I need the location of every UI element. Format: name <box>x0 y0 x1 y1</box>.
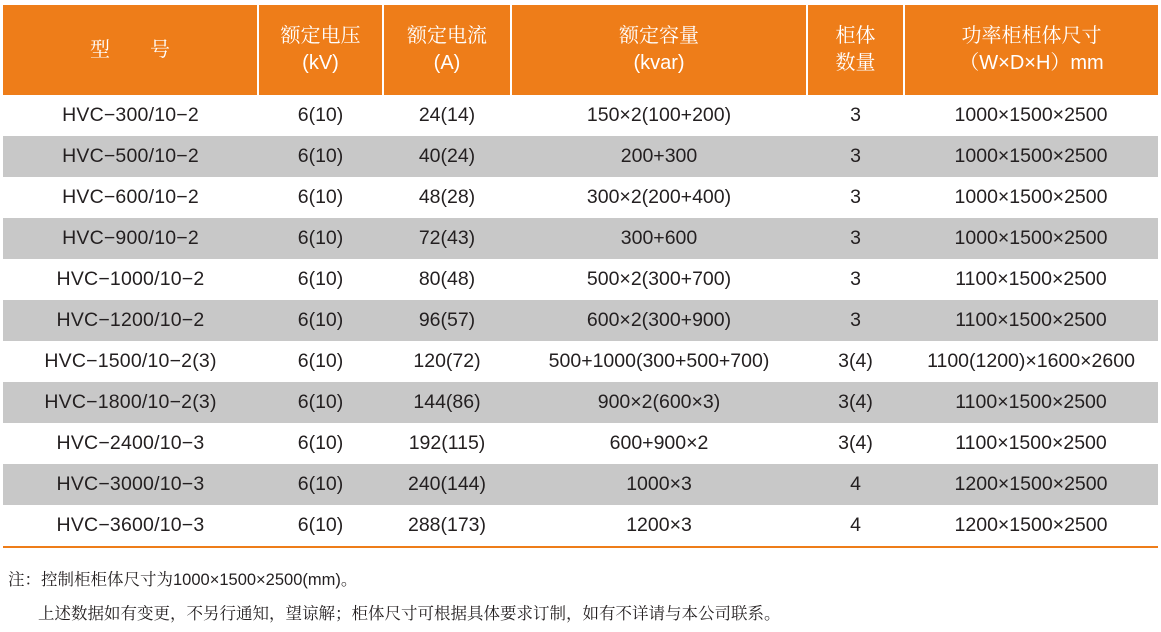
cell-cabinet-count: 4 <box>807 464 904 505</box>
column-header-cabinet-count <box>807 5 904 95</box>
cell-rated-capacity: 600+900×2 <box>511 423 807 464</box>
cell-cabinet-size: 1100(1200)×1600×2600 <box>904 341 1158 382</box>
cell-model: HVC−1000/10−2 <box>3 259 258 300</box>
cell-model: HVC−2400/10−3 <box>3 423 258 464</box>
table-row <box>3 423 1158 464</box>
cell-model: HVC−1500/10−2(3) <box>3 341 258 382</box>
column-header-cabinet-size <box>904 5 1158 95</box>
cell-rated-voltage: 6(10) <box>258 382 383 423</box>
cell-rated-current: 24(14) <box>383 95 511 136</box>
cell-rated-current: 144(86) <box>383 382 511 423</box>
table-row <box>3 218 1158 259</box>
cell-model: HVC−1200/10−2 <box>3 300 258 341</box>
table-row <box>3 95 1158 136</box>
specification-table <box>3 5 1158 548</box>
table-header-row <box>3 5 1158 95</box>
cell-rated-current: 288(173) <box>383 505 511 547</box>
cell-cabinet-count: 3(4) <box>807 382 904 423</box>
column-header-cabinet-count-line1: 柜体 <box>835 25 876 47</box>
cell-rated-current: 72(43) <box>383 218 511 259</box>
cell-cabinet-count: 3 <box>807 177 904 218</box>
cell-rated-capacity: 200+300 <box>511 136 807 177</box>
table-row <box>3 382 1158 423</box>
cell-rated-voltage: 6(10) <box>258 423 383 464</box>
cell-cabinet-size: 1100×1500×2500 <box>904 300 1158 341</box>
cell-cabinet-size: 1100×1500×2500 <box>904 423 1158 464</box>
cell-rated-capacity: 150×2(100+200) <box>511 95 807 136</box>
cell-model: HVC−600/10−2 <box>3 177 258 218</box>
table-row <box>3 505 1158 547</box>
cell-cabinet-count: 3(4) <box>807 341 904 382</box>
column-header-model-line1: 型 号 <box>90 38 180 61</box>
cell-model: HVC−900/10−2 <box>3 218 258 259</box>
cell-rated-voltage: 6(10) <box>258 218 383 259</box>
column-header-rated-capacity <box>511 5 807 95</box>
cell-cabinet-size: 1000×1500×2500 <box>904 136 1158 177</box>
table-header <box>3 5 1158 95</box>
table-row <box>3 136 1158 177</box>
column-header-model <box>3 5 258 95</box>
table-row <box>3 341 1158 382</box>
cell-rated-voltage: 6(10) <box>258 505 383 547</box>
column-header-rated-voltage-line2: (kV) <box>302 52 339 74</box>
column-header-rated-current-line2: (A) <box>433 52 461 74</box>
cell-rated-capacity: 900×2(600×3) <box>511 382 807 423</box>
cell-cabinet-size: 1000×1500×2500 <box>904 218 1158 259</box>
cell-cabinet-size: 1000×1500×2500 <box>904 95 1158 136</box>
cell-cabinet-count: 3 <box>807 218 904 259</box>
cell-cabinet-count: 3 <box>807 136 904 177</box>
cell-rated-voltage: 6(10) <box>258 136 383 177</box>
column-header-rated-capacity-line1: 额定容量 <box>619 25 699 47</box>
cell-cabinet-size: 1200×1500×2500 <box>904 505 1158 547</box>
cell-cabinet-size: 1200×1500×2500 <box>904 464 1158 505</box>
cell-model: HVC−1800/10−2(3) <box>3 382 258 423</box>
cell-rated-voltage: 6(10) <box>258 259 383 300</box>
spec-table-page <box>0 5 1161 623</box>
cell-cabinet-size: 1100×1500×2500 <box>904 382 1158 423</box>
notes-block <box>8 564 1161 632</box>
cell-rated-capacity: 1000×3 <box>511 464 807 505</box>
column-header-rated-capacity-line2: (kvar) <box>633 52 685 74</box>
cell-rated-voltage: 6(10) <box>258 341 383 382</box>
cell-cabinet-count: 3 <box>807 95 904 136</box>
table-body <box>3 95 1158 547</box>
column-header-rated-voltage <box>258 5 383 95</box>
table-row <box>3 177 1158 218</box>
cell-rated-voltage: 6(10) <box>258 300 383 341</box>
cell-rated-current: 80(48) <box>383 259 511 300</box>
column-header-rated-current <box>383 5 511 95</box>
column-header-cabinet-size-line1: 功率柜柜体尺寸 <box>961 25 1102 47</box>
cell-model: HVC−3600/10−3 <box>3 505 258 547</box>
cell-rated-capacity: 500×2(300+700) <box>511 259 807 300</box>
cell-cabinet-size: 1100×1500×2500 <box>904 259 1158 300</box>
cell-rated-voltage: 6(10) <box>258 95 383 136</box>
column-header-cabinet-size-line2: （W×D×H）mm <box>959 52 1104 74</box>
cell-rated-current: 48(28) <box>383 177 511 218</box>
cell-rated-capacity: 1200×3 <box>511 505 807 547</box>
note-line-2: 上述数据如有变更，不另行通知，望谅解；柜体尺寸可根据具体要求订制，如有不详请与本公司联系。 <box>38 604 781 623</box>
note-line-1: 注：控制柜柜体尺寸为1000×1500×2500(mm)。 <box>8 571 358 589</box>
cell-rated-current: 192(115) <box>383 423 511 464</box>
table-row <box>3 300 1158 341</box>
cell-cabinet-count: 3 <box>807 259 904 300</box>
cell-rated-voltage: 6(10) <box>258 177 383 218</box>
column-header-cabinet-count-line2: 数量 <box>835 52 876 74</box>
cell-rated-current: 40(24) <box>383 136 511 177</box>
cell-rated-capacity: 300+600 <box>511 218 807 259</box>
cell-model: HVC−500/10−2 <box>3 136 258 177</box>
cell-cabinet-count: 4 <box>807 505 904 547</box>
table-row <box>3 464 1158 505</box>
cell-rated-current: 240(144) <box>383 464 511 505</box>
cell-cabinet-size: 1000×1500×2500 <box>904 177 1158 218</box>
column-header-rated-voltage-line1: 额定电压 <box>280 25 361 47</box>
cell-rated-current: 120(72) <box>383 341 511 382</box>
cell-model: HVC−3000/10−3 <box>3 464 258 505</box>
table-row <box>3 259 1158 300</box>
column-header-rated-current-line1: 额定电流 <box>407 25 487 47</box>
cell-rated-voltage: 6(10) <box>258 464 383 505</box>
cell-rated-capacity: 500+1000(300+500+700) <box>511 341 807 382</box>
cell-cabinet-count: 3 <box>807 300 904 341</box>
cell-rated-capacity: 600×2(300+900) <box>511 300 807 341</box>
cell-cabinet-count: 3(4) <box>807 423 904 464</box>
cell-model: HVC−300/10−2 <box>3 95 258 136</box>
cell-rated-current: 96(57) <box>383 300 511 341</box>
cell-rated-capacity: 300×2(200+400) <box>511 177 807 218</box>
